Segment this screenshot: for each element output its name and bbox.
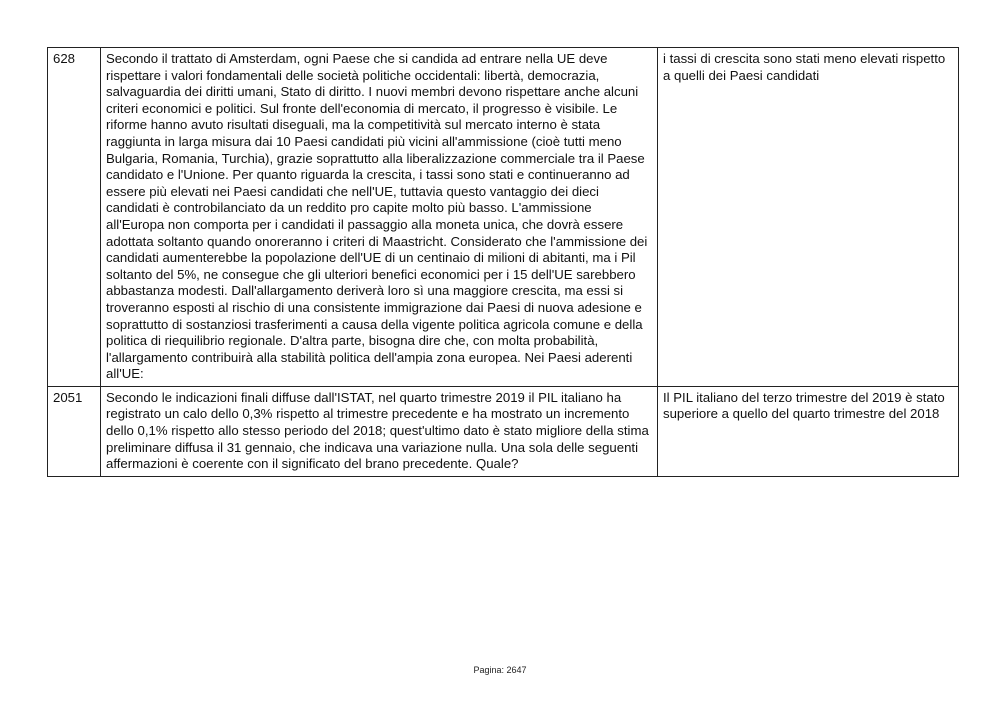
table-row — [48, 386, 959, 476]
page-number: Pagina: 2647 — [473, 665, 527, 675]
answer-text: i tassi di crescita sono stati meno elevati rispetto a quelli dei Paesi candidati — [658, 48, 959, 387]
table-row — [48, 48, 959, 387]
answer-text: Il PIL italiano del terzo trimestre del 2019 è stato superiore a quello del quarto trimestre del 2018 — [658, 386, 959, 476]
question-id: 2051 — [48, 386, 101, 476]
questions-table — [47, 47, 959, 477]
question-id: 628 — [48, 48, 101, 387]
question-text: Secondo il trattato di Amsterdam, ogni Paese che si candida ad entrare nella UE deve rispettare i valori fondamentali delle società politiche occidentali: libertà, democrazia, salvaguardia dei diritti umani, Stato di diritto. I nuovi membri devono rispettare anche alcuni criteri economici e politici. Sul fronte dell'economia di mercato, il progresso è visibile. Le riforme hanno avuto risultati diseguali, ma la competitività sul mercato interno è stata raggiunta in larga misura dai 10 Paesi candidati più vicini all'ammissione (cioè tutti meno Bulgaria, Romania, Turchia), grazie soprattutto alla liberalizzazione commerciale tra il Paese candidato e l'Unione. Per quanto riguarda la crescita, i tassi sono stati e continueranno ad essere più elevati nei Paesi candidati che nell'UE, tuttavia questo vantaggio dei dieci candidati è controbilanciato da un reddito pro capite molto più basso. L'ammissione all'Europa non comporta per i candidati il passaggio alla moneta unica, che dovrà essere adottata soltanto quando onoreranno i criteri di Maastricht. Considerato che l'ammissione dei candidati aumenterebbe la popolazione dell'UE di un centinaio di milioni di abitanti, ma i Pil soltanto del 5%, ne consegue che gli ulteriori benefici economici per i 15 dell'UE sarebbero abbastanza modesti. Dall'allargamento deriverà loro sì una maggiore crescita, ma essi si troveranno esposti al rischio di una consistente immigrazione dai Paesi di nuova adesione e soprattutto di sostanziosi trasferimenti a causa della vigente politica agricola comune e della politica di riequilibrio regionale. D'altra parte, bisogna dire che, con molta probabilità, l'allargamento contribuirà alla stabilità politica dell'ampia zona europea. Nei Paesi aderenti all'UE: — [101, 48, 658, 387]
question-text: Secondo le indicazioni finali diffuse dall'ISTAT, nel quarto trimestre 2019 il PIL italiano ha registrato un calo dello 0,3% rispetto al trimestre precedente e ha mostrato un incremento dello 0,1% rispetto allo stesso periodo del 2018; quest'ultimo dato è stato migliore della stima preliminare diffusa il 31 gennaio, che indicava una variazione nulla. Una sola delle seguenti affermazioni è coerente con il significato del brano precedente. Quale? — [101, 386, 658, 476]
